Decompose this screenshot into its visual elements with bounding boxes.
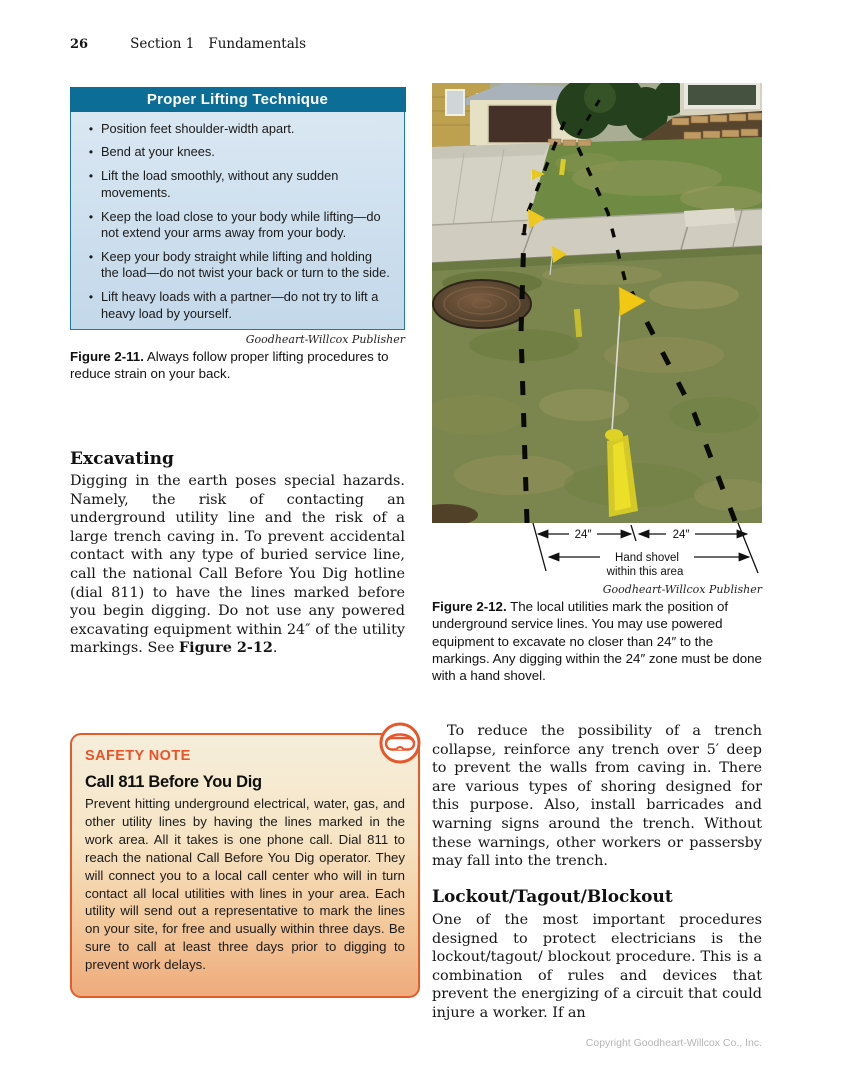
extension-line-left (533, 523, 546, 571)
bullet-icon: • (88, 209, 94, 224)
bullet-icon: • (88, 169, 94, 184)
safety-note-box (70, 733, 420, 998)
bullet-icon: • (88, 145, 94, 160)
figure-2-12-dimension-diagram (432, 521, 762, 583)
excavating-body-text: Digging in the earth poses special hazards. Namely, the risk of contacting an underground utility line and the risk of a large trench caving in. To prevent accidental contact with any type of buried service line, call the national Call Before You Dig hotline (dial 811) to have the lines marked before you begin digging. Do not use any powered excavating equipment within 24″ of the utility markings. See (70, 473, 405, 657)
figure-2-12-photo (432, 83, 762, 523)
bullet-text: Bend at your knees. (101, 144, 215, 160)
bullet-icon: • (88, 290, 94, 305)
lifting-box-bullet-list (71, 112, 404, 336)
lockout-paragraph: One of the most important procedures designed to protect electricians is the lockout/tagout/ blockout procedure. This is a combination of rules and devices that prevent the energizing of a circuit that could injure a worker. If an (432, 912, 762, 1021)
bullet-text: Keep your body straight while lifting and holding the load—do not twist your back or turn to the side. (101, 248, 390, 281)
copyright-notice: Copyright Goodheart-Willcox Co., Inc. (585, 1037, 762, 1049)
figure-2-11-caption (70, 348, 390, 383)
list-item (81, 144, 392, 160)
figure-2-11-label: Figure 2-11. (70, 349, 144, 364)
dimension-label-right: 24″ (672, 529, 690, 541)
section-label: Section 1 (130, 36, 195, 52)
trench-paragraph (432, 722, 762, 871)
lockout-heading: Lockout/Tagout/Blockout (432, 887, 673, 907)
safety-note-title: SAFETY NOTE (85, 748, 191, 764)
garage-door (488, 105, 552, 143)
bullet-text: Position feet shoulder-width apart. (101, 120, 295, 136)
figure-2-11-credit: Goodheart-Willcox Publisher (245, 333, 405, 346)
figure-2-12-label: Figure 2-12. (432, 599, 507, 614)
figure-2-12-caption (432, 598, 762, 684)
bullet-text: Keep the load close to your body while lifting—do not extend your arms away from your body. (101, 208, 381, 241)
extension-line-right (738, 523, 758, 573)
excavating-heading: Excavating (70, 449, 174, 469)
bullet-text: Lift the load smoothly, without any sudden movements. (101, 168, 339, 200)
excavating-body-end: . (272, 640, 278, 657)
trench-paragraph-text: To reduce the possibility of a trench collapse, reinforce any trench over 5′ deep to prevent the walls from caving in. There are various types of shoring designed for this purpose. Also, install barricades and warning signs around the trench. Without these warnings, other workers or passersby may fall into the trench. (432, 723, 762, 870)
figure-2-12-credit: Goodheart-Willcox Publisher (602, 583, 762, 596)
house-window (446, 90, 464, 115)
zone-label-line2: within this area (606, 566, 684, 578)
proper-lifting-technique-box (70, 87, 405, 330)
page-number: 26 (70, 37, 89, 52)
bullet-icon: • (88, 121, 94, 136)
zone-label-line1: Hand shovel (615, 552, 679, 564)
lifting-box-title: Proper Lifting Technique (70, 87, 406, 112)
running-head (70, 36, 570, 52)
bullet-text: Lift heavy loads with a partner—do not try to lift a heavy load by yourself. (101, 289, 379, 321)
figure-2-12-caption-text: The local utilities mark the position of underground service lines. You may use powered equipment to excavate no closer than 24″ to the markings. Any digging within the 24″ zone must be done with a hand shovel. (432, 599, 762, 684)
house-right (680, 83, 762, 115)
list-item (81, 289, 392, 322)
list-item (81, 249, 392, 282)
center-tick (631, 525, 636, 541)
section-title: Fundamentals (208, 36, 306, 52)
figure-2-11-caption-text: Always follow proper lifting procedures to reduce strain on your back. (70, 349, 389, 382)
dimension-label-left: 24″ (574, 529, 592, 541)
picture-window (686, 83, 758, 107)
manhole-cover (433, 280, 531, 328)
list-item (81, 168, 392, 201)
excavating-paragraph (70, 472, 405, 658)
figure-2-12-reference: Figure 2-12 (178, 639, 273, 657)
list-item (81, 209, 392, 242)
safety-goggles-icon (378, 721, 422, 765)
safety-note-heading: Call 811 Before You Dig (85, 773, 262, 791)
safety-note-body: Prevent hitting underground electrical, water, gas, and other utility lines by having the lines marked in the work area. All it takes is one phone call. Dial 811 to reach the national Call Before You Dig operator. They will connect you to a local call center who will in turn contact all local utilities with lines in your area. Each utility will send out a representative to mark the lines on your site, for free and usually within three days. Be sure to call at least three days prior to digging to prevent work delays. (85, 796, 405, 973)
list-item (81, 121, 392, 137)
bullet-icon: • (88, 249, 94, 264)
